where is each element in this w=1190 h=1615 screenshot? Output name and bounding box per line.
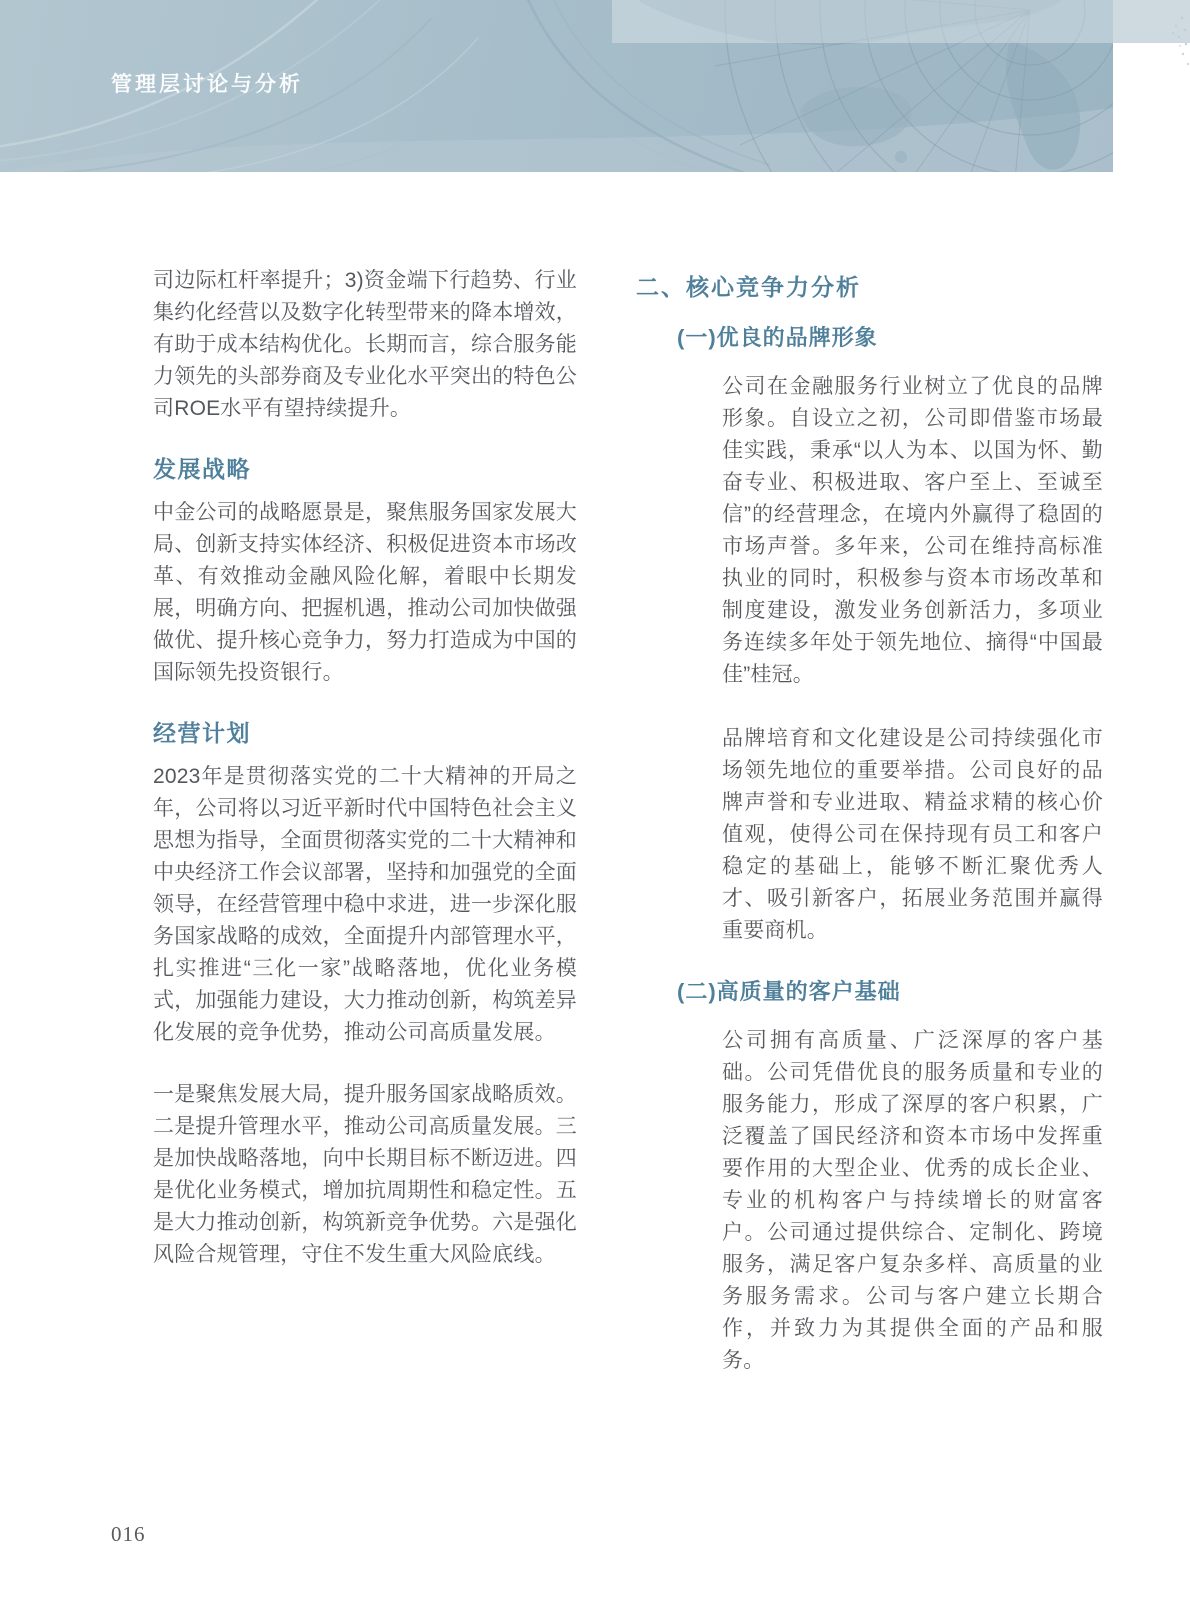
corner-speckle-art bbox=[1138, 6, 1190, 106]
section-heading-core-competitiveness: 二、核心竞争力分析 bbox=[636, 274, 861, 300]
brand-image-paragraph-1: 公司在金融服务行业树立了优良的品牌形象。自设立之初，公司即借鉴市场最佳实践，秉承“以人为本、以国为怀、勤奋专业、积极进取、客户至上、至诚至信”的经营理念，在境内外赢得了稳固的市场声誉。多年来，公司在维持高标准执业的同时，积极参与资本市场改革和制度建设，激发业务创新活力，多项业务连续多年处于领先地位、摘得“中国最佳”桂冠。 bbox=[722, 375, 1103, 686]
development-strategy-paragraph: 中金公司的战略愿景是，聚焦服务国家发展大局、创新支持实体经济、积极促进资本市场改革、有效推动金融风险化解，着眼中长期发展，明确方向、把握机遇，推动公司加快做强做优、提升核心竞争力，努力打造成为中国的国际领先投资银行。 bbox=[153, 501, 577, 684]
page-number: 016 bbox=[111, 1522, 146, 1546]
business-plan-paragraph-1: 2023年是贯彻落实党的二十大精神的开局之年，公司将以习近平新时代中国特色社会主义思想为指导，全面贯彻落实党的二十大精神和中央经济工作会议部署，坚持和加强党的全面领导，在经营管理中稳中求进，进一步深化服务国家战略的成效，全面提升内部管理水平，扎实推进“三化一家”战略落地，优化业务模式，加强能力建设，大力推动创新，构筑差异化发展的竞争优势，推动公司高质量发展。 bbox=[153, 765, 577, 1044]
right-column bbox=[636, 272, 1103, 1377]
intro-paragraph: 司边际杠杆率提升；3)资金端下行趋势、行业集约化经营以及数字化转型带来的降本增效，有助于成本结构优化。长期而言，综合服务能力领先的头部券商及专业化水平突出的特色公司ROE水平有望持续提升。 bbox=[153, 269, 577, 420]
left-column bbox=[153, 265, 577, 1271]
section-heading-business-plan: 经营计划 bbox=[153, 720, 251, 746]
header-light-strip bbox=[612, 0, 1113, 43]
page-header-banner bbox=[0, 0, 1190, 172]
section-heading-development-strategy: 发展战略 bbox=[153, 456, 251, 482]
client-base-paragraph: 公司拥有高质量、广泛深厚的客户基础。公司凭借优良的服务质量和专业的服务能力，形成了深厚的客户积累，广泛覆盖了国民经济和资本市场中发挥重要作用的大型企业、优秀的成长企业、专业的机构客户与持续增长的财富客户。公司通过提供综合、定制化、跨境服务，满足客户复杂多样、高质量的业务服务需求。公司与客户建立长期合作，并致力为其提供全面的产品和服务。 bbox=[722, 1029, 1103, 1372]
brand-image-paragraph-2: 品牌培育和文化建设是公司持续强化市场领先地位的重要举措。公司良好的品牌声誉和专业进取、精益求精的核心价值观，使得公司在保持现有员工和客户稳定的基础上，能够不断汇聚优秀人才、吸引新客户，拓展业务范围并赢得重要商机。 bbox=[722, 727, 1103, 942]
subsection-heading-brand-image: (一)优良的品牌形象 bbox=[677, 325, 878, 350]
business-plan-paragraph-2: 一是聚焦发展大局，提升服务国家战略质效。二是提升管理水平，推动公司高质量发展。三是加快战略落地，向中长期目标不断迈进。四是优化业务模式，增加抗周期性和稳定性。五是大力推动创新，构筑新竞争优势。六是强化风险合规管理，守住不发生重大风险底线。 bbox=[153, 1083, 577, 1266]
subsection-heading-client-base: (二)高质量的客户基础 bbox=[677, 979, 901, 1004]
page-title: 管理层讨论与分析 bbox=[111, 72, 303, 96]
